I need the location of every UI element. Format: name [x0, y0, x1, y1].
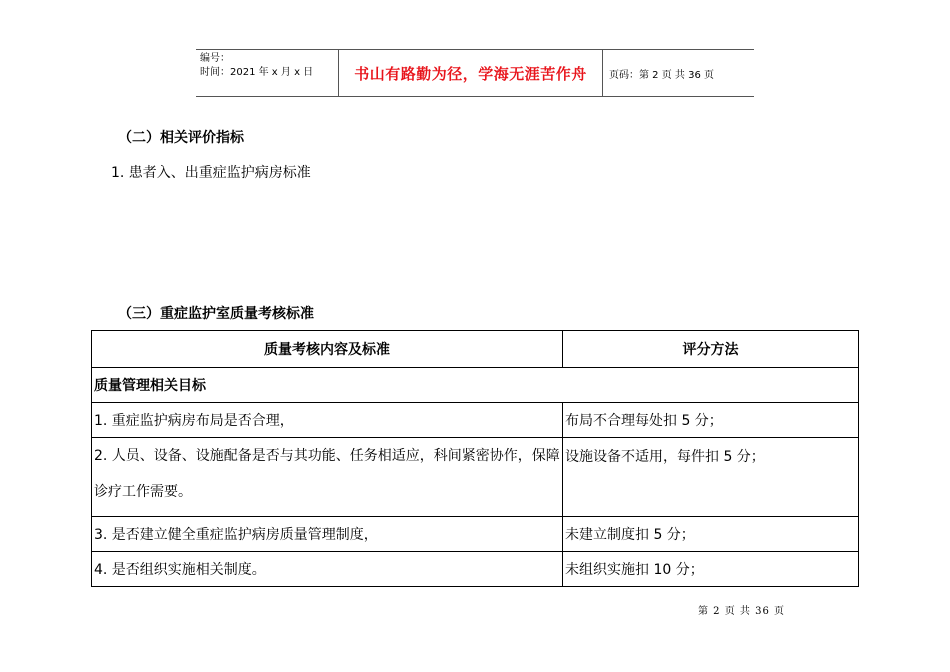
time-label: 时间：2021 年 x 月 x 日 — [200, 67, 314, 78]
page-footer: 第 2 页 共 36 页 — [698, 606, 785, 617]
header-left-cell — [196, 50, 339, 96]
code-label: 编号： — [200, 53, 230, 64]
row-score: 未组织实施扣 10 分； — [563, 552, 859, 587]
row-score: 未建立制度扣 5 分； — [563, 517, 859, 552]
column-header-content: 质量考核内容及标准 — [92, 331, 563, 368]
header-page-info: 页码：第 2 页 共 36 页 — [609, 69, 714, 81]
page-header — [196, 49, 754, 97]
table-header-row — [92, 331, 859, 368]
row-content: 3. 是否建立健全重症监护病房质量管理制度， — [92, 517, 563, 552]
row-content: 1. 重症监护病房布局是否合理， — [92, 403, 563, 438]
table-row — [92, 552, 859, 587]
header-motto: 书山有路勤为径，学海无涯苦作舟 — [339, 50, 603, 96]
row-content: 4. 是否组织实施相关制度。 — [92, 552, 563, 587]
row-content: 2. 人员、设备、设施配备是否与其功能、任务相适应，科间紧密协作，保障诊疗工作需要。 — [92, 438, 563, 517]
section-row-label: 质量管理相关目标 — [92, 368, 859, 403]
section2-item1: 1. 患者入、出重症监护病房标准 — [111, 165, 311, 181]
table-row — [92, 403, 859, 438]
section2-title: （二）相关评价指标 — [118, 130, 244, 146]
evaluation-table — [91, 330, 859, 587]
row-score: 设施设备不适用，每件扣 5 分； — [563, 438, 859, 517]
table-row — [92, 517, 859, 552]
table-section-row — [92, 368, 859, 403]
column-header-score: 评分方法 — [563, 331, 859, 368]
row-score: 布局不合理每处扣 5 分； — [563, 403, 859, 438]
table-row — [92, 438, 859, 517]
section3-title: （三）重症监护室质量考核标准 — [118, 306, 314, 322]
